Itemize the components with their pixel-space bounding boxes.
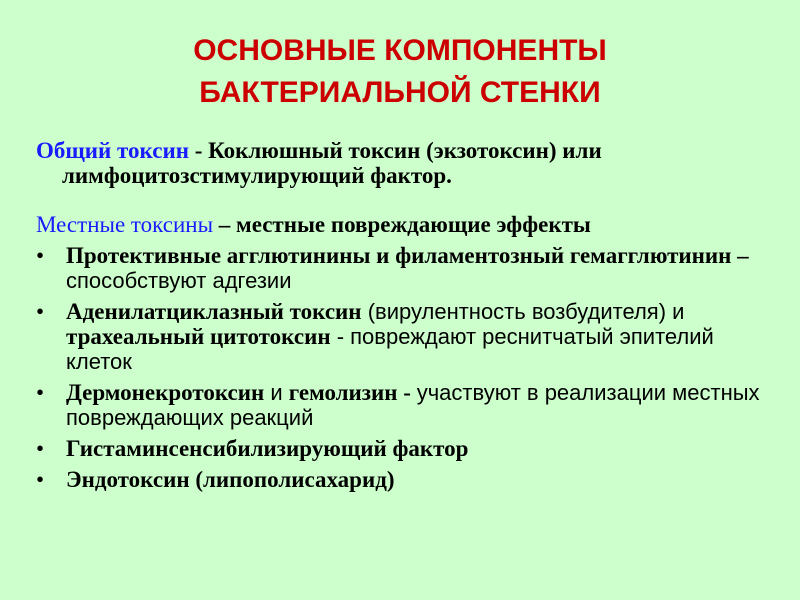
bullet-icon: • bbox=[36, 467, 45, 492]
item-bold-text: Эндотоксин (липополисахарид) bbox=[66, 467, 395, 492]
bullet-icon: • bbox=[36, 436, 45, 461]
list-item bbox=[36, 299, 776, 374]
slide-body bbox=[36, 138, 776, 498]
item-bold-text: трахеальный цитотоксин bbox=[66, 324, 331, 349]
item-normal-text: участвуют в реализации местных повреждающих реакций bbox=[66, 380, 760, 430]
local-toxins-label: Местные токсины bbox=[36, 212, 214, 237]
local-toxins-paragraph bbox=[36, 212, 776, 237]
item-normal-text: - повреждают реснитчатый эпителий клеток bbox=[66, 324, 714, 374]
toxin-list bbox=[36, 243, 776, 492]
item-bold-text: Дермонекротоксин bbox=[66, 380, 265, 405]
general-toxin-continuation bbox=[36, 163, 776, 188]
list-item bbox=[36, 243, 776, 293]
local-toxins-text: – местные повреждающие эффекты bbox=[213, 212, 591, 237]
bullet-icon: • bbox=[36, 299, 45, 324]
item-normal-text: способствуют адгезии bbox=[66, 268, 292, 293]
list-item bbox=[36, 436, 776, 461]
list-item bbox=[36, 467, 776, 492]
item-bold-text: Протективные агглютинины и филаментозный гемагглютинин – bbox=[66, 243, 749, 268]
item-bold-text: гемолизин - bbox=[288, 380, 417, 405]
bullet-icon: • bbox=[36, 243, 45, 268]
item-bold-text: Аденилатциклазный токсин bbox=[66, 299, 362, 324]
list-item bbox=[36, 380, 776, 430]
general-toxin-paragraph bbox=[36, 138, 776, 163]
item-bold-text: Гистаминсенсибилизирующий фактор bbox=[66, 436, 469, 461]
slide-title-line-2: БАКТЕРИАЛЬНОЙ СТЕНКИ bbox=[199, 76, 601, 109]
slide-title-line-1: ОСНОВНЫЕ КОМПОНЕНТЫ bbox=[193, 34, 607, 67]
item-normal-text: и bbox=[264, 380, 289, 405]
general-toxin-text-line-2: лимфоцитозстимулирующий фактор. bbox=[62, 163, 452, 188]
bullet-icon: • bbox=[36, 380, 45, 405]
general-toxin-text-line-1: - Коклюшный токсин (экзотоксин) или bbox=[188, 138, 602, 163]
paragraph-spacer bbox=[36, 188, 776, 212]
general-toxin-label: Общий токсин bbox=[36, 138, 189, 163]
slide-title bbox=[0, 30, 800, 114]
item-normal-text: (вирулентность возбудителя) и bbox=[361, 299, 685, 324]
